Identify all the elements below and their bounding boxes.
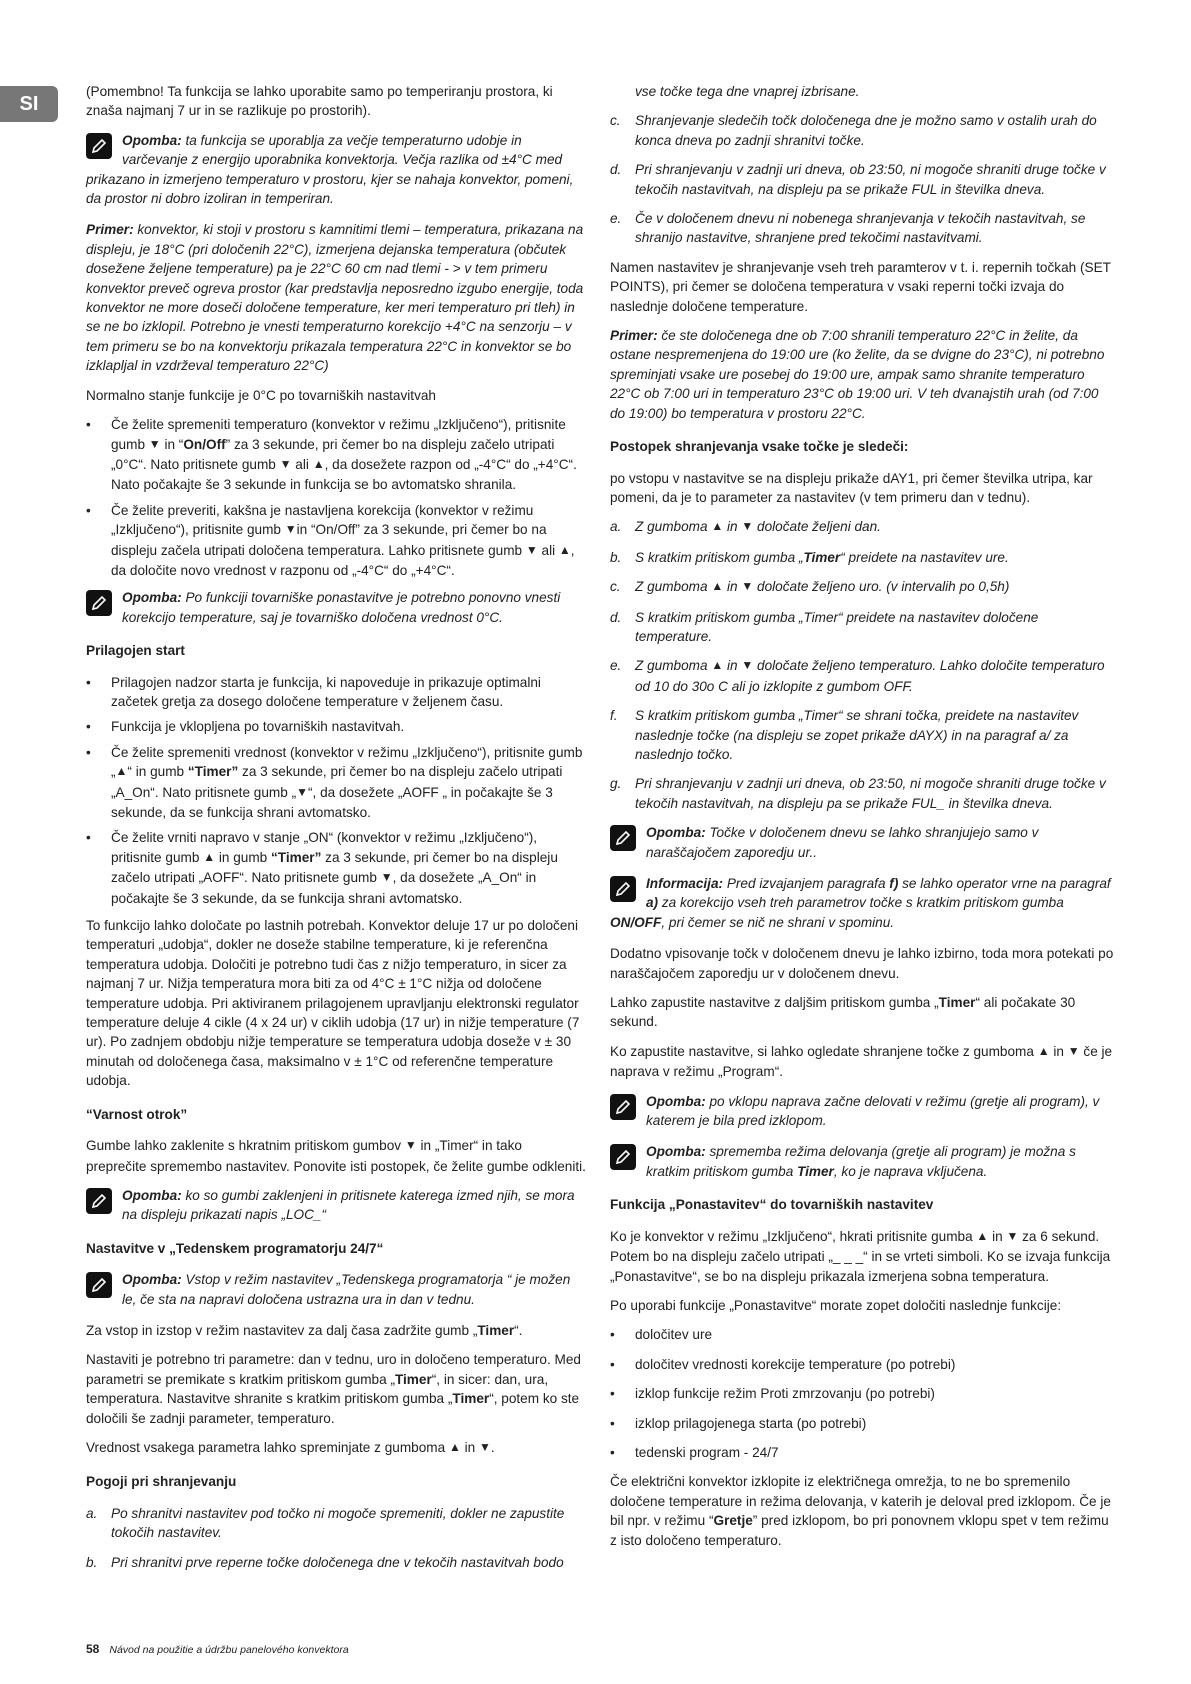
up-arrow-icon: ▲: [448, 1439, 461, 1454]
pencil-note-icon: [610, 1144, 636, 1170]
reset-paragraph: Ko je konvektor v režimu „Izključeno“, hkrati pritisnite gumba ▲ in ▼ za 6 sekund. Potem bo na displeju začelo utripati „_ _ _“ in se vrteti simboli. Ko se izvaja funkcija „Ponastavitve“, se bo na displeju prikazala izmerjena sobna temperatura.: [610, 1228, 1111, 1284]
note-label: Opomba:: [122, 1272, 182, 1288]
down-arrow-icon: ▼: [296, 784, 308, 799]
bullet-start-1: • Prilagojen nadzor starta je funkcija, ki napoveduje in prikazuje optimalni začetek gretja za dosego določene temperature v željenem času.: [86, 673, 586, 712]
step-d: d. S kratkim pritiskom gumba „Timer“ preidete na nastavitev določene temperature.: [610, 609, 1039, 644]
custom-start-bullets: [86, 673, 586, 908]
page-number: 58: [86, 1642, 100, 1656]
bullet-start-3: • Če želite spremeniti vrednost (konvektor v režimu „Izključeno“), pritisnite gumb „▲“ in gumb “Timer” za 3 sekunde, pri čemer bo na displeju začelo utripati „A_On“. Nato pritisnete gumb „▼“, da dosežete „AOFF „ in počakajte še 3 sekunde, da se funkcija shrani avtomatsko.: [86, 743, 586, 823]
save-conditions-list: [86, 1504, 586, 1572]
down-arrow-icon: ▼: [1067, 1043, 1080, 1058]
note-factory-reset: [86, 588, 586, 627]
list-item: • izklop prilagojenega starta (po potrebi): [610, 1414, 1115, 1433]
up-arrow-icon: ▲: [203, 849, 216, 864]
note-label: Opomba:: [122, 132, 182, 148]
exit-settings-paragraph: Lahko zapustite nastavitve z daljšim pritiskom gumba „Timer“ ali počakate 30 sekund.: [610, 995, 1076, 1030]
note-text: po vklopu naprava začne delovati v režimu (gretje ali program), v katerem je bila pred izklopom.: [646, 1093, 1100, 1129]
intro-paragraph: (Pomembno! Ta funkcija se lahko uporabite samo po temperiranju prostora, ki znaša najmanj 7 ur in se razlikuje po prostorih).: [86, 84, 553, 119]
down-arrow-icon: ▼: [148, 436, 161, 451]
condition-b: b. Pri shranitvi prve reperne točke določenega dne v tekočih nastavitvah bodo: [86, 1554, 564, 1570]
heading-save-conditions: Pogoji pri shranjevanju: [86, 1474, 237, 1490]
down-arrow-icon: ▼: [279, 456, 292, 471]
note-power-on-mode: [610, 1092, 1115, 1131]
additional-points-paragraph: Dodatno vpisovanje točk v določenem dnevu je lahko izbirno, toda mora potekati po naraščajočem zaporedju ur v določenem dnevu.: [610, 946, 1114, 981]
note-correction: [86, 131, 586, 209]
list-item: • določitev vrednosti korekcije temperature (po potrebi): [610, 1355, 1115, 1374]
condition-a: a. Po shranitvi nastavitev pod točko ni mogoče spremeniti, dokler ne zapustite tokočih nastavitev.: [86, 1505, 565, 1541]
right-column: [610, 82, 1115, 1560]
example-paragraph: Primer: če ste določenega dne ob 7:00 shranili temperaturo 22°C in želite, da ostane nespremenjena do 19:00 ure (ko želite, da se dvigne do 23°C), ni potrebno spreminjati vsake ure posebej do 19:00 ure, ampak samo shranite temperaturo 22°C ob 7:00 uri in temperaturo 23°C ob 19:00 uri. V teh dvanajstih urah (od 7:00 do 19:00) bo temperatura v prostoru 22°C.: [610, 328, 1105, 421]
note-text: Točke v določenem dnevu se lahko shranjujejo samo v naraščajočem zaporedju ur..: [646, 825, 1039, 860]
example-label: Primer:: [86, 222, 134, 238]
pencil-note-icon: [610, 876, 636, 902]
page-footer: [86, 1642, 349, 1656]
left-column: [86, 82, 586, 1582]
pencil-note-icon: [86, 1188, 112, 1214]
bullet-check-correction: • Če želite preveriti, kakšna je nastavljena korekcija (konvektor v režimu „Izključeno“), pritisnite gumb ▼in “On/Off” za 3 sekunde, pri čemer bo na displeju začela utripati določena temperatura. Lahko pritisnete gumb ▼ ali ▲, da določite novo vrednost v razponu od „-4°C“ do „+4°C“.: [86, 501, 586, 581]
condition-b-continued: vse točke tega dne vnaprej izbrisane.: [635, 84, 860, 99]
correction-bullets: [86, 415, 586, 580]
list-item: • tedenski program - 24/7: [610, 1443, 1115, 1462]
step-c: c. Z gumboma ▲ in ▼ določate željeno uro. (v intervalih po 0,5h): [610, 577, 1115, 597]
up-arrow-icon: ▲: [711, 658, 724, 673]
step-a: a. Z gumboma ▲ in ▼ določate željeni dan.: [610, 517, 1115, 537]
child-lock-paragraph: Gumbe lahko zaklenite s hkratnim pritiskom gumbov ▼ in „Timer“ in tako preprečite spremembo nastavitev. Ponovite isti postopek, če želite gumbe odkleniti.: [86, 1138, 586, 1174]
default-state-paragraph: Normalno stanje funkcije je 0°C po tovarniških nastavitvah: [86, 387, 436, 403]
procedure-steps: [610, 517, 1115, 813]
heading-custom-start: Prilagojen start: [86, 643, 185, 659]
heading-weekly-programmer: Nastavitve v „Tedenskem programatorju 24/7“: [86, 1240, 384, 1256]
condition-d: d. Pri shranjevanju v zadnji uri dneva, ob 23:50, ni mogoče shraniti druge točke v tekočih nastavitvah, na displeju pa se prikaže FUL in številka dneva.: [610, 162, 1106, 197]
up-arrow-icon: ▲: [1037, 1043, 1050, 1058]
down-arrow-icon: ▼: [404, 1138, 417, 1153]
note-text: Po funkciji tovarniške ponastavitve je potrebno ponovno vnesti korekcijo temperature, saj je tovarniško določena vrednost 0°C.: [122, 590, 561, 625]
note-text: ta funkcija se uporablja za večje temperaturno udobje in varčevanje z energijo uporabnika konvektorja. Večja razlika od ±4°C med prikazano in izmerjeno temperaturo v prostoru, kjer se nahaja konvektor, pomeni, da prostor ni dobro izoliran in temperiran.: [86, 132, 574, 207]
down-arrow-icon: ▼: [478, 1439, 491, 1454]
condition-e: e. Če v določenem dnevu ni nobenega shranjevanja v tekočih nastavitvah, se shranijo nastavitve, shranjene pred tekočimi nastavitvami.: [610, 211, 1086, 246]
condition-c: c. Shranjevanje sledečih točk določenega dne je možno samo v ostalih urah do konca dneva po zadnji shranitvi točke.: [610, 113, 1097, 148]
up-arrow-icon: ▲: [711, 519, 724, 534]
enter-settings-paragraph: Za vstop in izstop v režim nastavitev za dalj časa zadržite gumb „Timer“.: [86, 1322, 523, 1338]
power-disconnect-paragraph: Če električni konvektor izklopite iz električnega omrežja, to ne bo spremenilo določene temperature in režima delovanja, v katerih je deloval pred izklopom. Če je bil npr. v režimu “Gretje” pred izklopom, bo pri ponovnem vklopu spet v tem režimu z isto določeno temperaturo.: [610, 1474, 1111, 1548]
view-points-paragraph: Ko zapustite nastavitve, si lahko ogledate shranjene točke z gumboma ▲ in ▼ če je naprava v režimu „Program“.: [610, 1043, 1113, 1080]
set-points-paragraph: Namen nastavitev je shranjevanje vseh treh paramterov v t. i. repernih točkah (SET POINTS), pri čemer se določena temperatura v vsaki reperni točki izvaja do naslednje določene temperature.: [610, 259, 1111, 314]
note-label: Opomba:: [122, 590, 182, 606]
step-f: f. S kratkim pritiskom gumba „Timer“ se shrani točka, preidete na nastavitev naslednje točke (na displeju se zopet prikaže dAYX) in na paragraf a/ za naslednjo točko.: [610, 708, 1079, 762]
up-arrow-icon: ▲: [711, 579, 724, 594]
change-values-paragraph: Vrednost vsakega parametra lahko spreminjate z gumboma ▲ in ▼.: [86, 1438, 586, 1458]
list-item: • izklop funkcije režim Proti zmrzovanju (po potrebi): [610, 1384, 1115, 1403]
example-text: konvektor, ki stoji v prostoru s kamnitimi tlemi – temperatura, prikazana na displeju, je 18°C (pri določenih 22°C), izmerjena dejanska temperatura (občutek dosežene željene temperature) pa je 22°C 60 cm nad tlemi - > v tem primeru konvektor preveč ogreva prostor (kar predstavlja neposredno izgubo energije, toda konvektor ne more doseči določene temperature, ker meri temperaturo pri tleh) in se ne bo izklopil. Potrebno je vnesti temperaturno korekcijo +4°C na senzorju – v tem primeru se bo na konvektorju prikazala temperatura 22°C in konvektor se bo izklapljal in vzdrževal temperaturo 22°C): [86, 222, 584, 374]
note-mode-change: Opomba: sprememba režima delovanja (gretje ali program) je možna s kratkim pritiskom gumba Timer, ko je naprava vključena.: [610, 1142, 1115, 1181]
down-arrow-icon: ▼: [525, 542, 538, 557]
note-label: Opomba:: [122, 1187, 182, 1203]
note-text: Vstop v režim nastavitev „Tedenskega programatorja “ je možen le, če sta na napravi določena ustrazna ura in dan v tednu.: [122, 1272, 571, 1307]
down-arrow-icon: ▼: [380, 870, 393, 885]
example-paragraph: [86, 220, 586, 375]
note-label: Opomba:: [646, 825, 706, 841]
note-label: Informacija:: [646, 876, 724, 891]
heading-factory-reset: Funkcija „Ponastavitev“ do tovarniških nastavitev: [610, 1197, 934, 1213]
up-arrow-icon: ▲: [558, 542, 571, 557]
comfort-paragraph: To funkcijo lahko določate po lastnih potrebah. Konvektor deluje 17 ur po določeni temperaturi „udobja“, dokler ne doseže stabilne temperature, ki je referenčna temperatura udobja. Določiti je potrebno tudi čas z nižjo temperaturo, in sicer za najmanj 7 ur. Nižja temperatura mora biti za od 4°C ± 1°C nižja od določene temperature udobja. Pri aktiviranem prilagojenem upravljanju elektronski regulator temperature deluje 4 cikle (4 x 24 ur) v ciklih udobja (17 ur) in nižje temperature (7 ur). Po zadnjem obdobju nižje temperature se temperatura udobja doseže v ± 30 minutah od določenega časa, maksimalno v ± 1°C od referenčne temperature udobja.: [86, 918, 580, 1089]
procedure-intro-paragraph: po vstopu v nastavitve se na displeju prikaže dAY1, pri čemer številka utripa, kar pomeni, da je to parameter za nastavitev (v tem primeru dan v tednu).: [610, 470, 1093, 505]
note-label: Opomba:: [646, 1144, 706, 1160]
parameters-paragraph: Nastaviti je potrebno tri parametre: dan v tednu, uro in določeno temperaturo. Med parametri se premikate s kratkim pritiskom gumba „Timer“, in sicer: dan, ura, temperatura. Nastavitve shranite s kratkim pritiskom gumba „Timer“, potem ko ste določili še zadnji parameter, temperaturo.: [86, 1352, 581, 1426]
up-arrow-icon: ▲: [976, 1228, 989, 1243]
down-arrow-icon: ▼: [1006, 1228, 1019, 1243]
pencil-note-icon: [610, 825, 636, 851]
heading-save-procedure: Postopek shranjevanja vsake točke je sledeči:: [610, 439, 909, 455]
list-item: • določitev ure: [610, 1325, 1115, 1344]
note-weekly: [86, 1270, 586, 1309]
bullet-change-temp: • Če želite spremeniti temperaturo (konvektor v režimu „Izključeno“), pritisnite gumb ▼ in “On/Off” za 3 sekunde, pri čemer bo na displeju začelo utripati „0°C“. Nato pritisnete gumb ▼ ali ▲, da dosežete razpon od „-4°C“ do „+4°C“. Nato počakajte še 3 sekunde in funkcija se bo avtomatsko shranila.: [86, 415, 586, 495]
save-conditions-list-continued: [610, 82, 1115, 248]
pencil-note-icon: [86, 1272, 112, 1298]
down-arrow-icon: ▼: [741, 519, 754, 534]
pencil-note-icon: [86, 133, 112, 159]
bullet-start-2: • Funkcija je vklopljena po tovarniških nastavitvah.: [86, 717, 586, 736]
after-reset-paragraph: Po uporabi funkcije „Ponastavitve“ morate zopet določiti naslednje funkcije:: [610, 1297, 1062, 1313]
down-arrow-icon: ▼: [284, 522, 297, 537]
after-reset-list: [610, 1325, 1115, 1462]
note-information: Informacija: Pred izvajanjem paragrafa f) se lahko operator vrne na paragraf a) za korekcijo vseh treh parametrov točke s kratkim pritiskom gumba ON/OFF, pri čemer se nič ne shrani v spominu.: [610, 876, 1111, 930]
step-e: e. Z gumboma ▲ in ▼ določate željeno temperaturo. Lahko določite temperaturo od 10 do 30o C ali jo izklopite z gumbom OFF.: [610, 658, 1105, 694]
step-b: b. S kratkim pritiskom gumba „Timer“ preidete na nastavitev ure.: [610, 549, 1009, 565]
note-label: Opomba:: [646, 1093, 706, 1109]
up-arrow-icon: ▲: [312, 456, 325, 471]
down-arrow-icon: ▼: [741, 658, 754, 673]
pencil-note-icon: [610, 1094, 636, 1120]
step-g: g. Pri shranjevanju v zadnji uri dneva, ob 23:50, ni mogoče shraniti druge točke v tekočih nastavitvah, na displeju pa se prikaže FUL_ in številka dneva.: [610, 776, 1106, 811]
heading-child-lock: “Varnost otrok”: [86, 1106, 188, 1122]
pencil-note-icon: [86, 590, 112, 616]
down-arrow-icon: ▼: [741, 579, 754, 594]
note-text: ko so gumbi zaklenjeni in pritisnete katerega izmed njih, se mora na displeju prikazati napis „LOC_“: [122, 1187, 575, 1223]
footer-title: Návod na použitie a údržbu panelového konvektora: [109, 1644, 349, 1656]
note-lock: [86, 1186, 586, 1225]
note-ascending-order: [610, 823, 1115, 862]
bullet-start-4: • Če želite vrniti napravo v stanje „ON“ (konvektor v režimu „Izključeno“), pritisnite gumb ▲ in gumb “Timer” za 3 sekunde, pri čemer bo na displeju začelo utripati „AOFF“. Nato pritisnete gumb ▼, da dosežete „A_On“ in počakajte še 3 sekunde, da se funkcija shrani avtomatsko.: [86, 828, 586, 908]
up-arrow-icon: ▲: [115, 764, 128, 779]
language-tab: SI: [0, 86, 58, 122]
